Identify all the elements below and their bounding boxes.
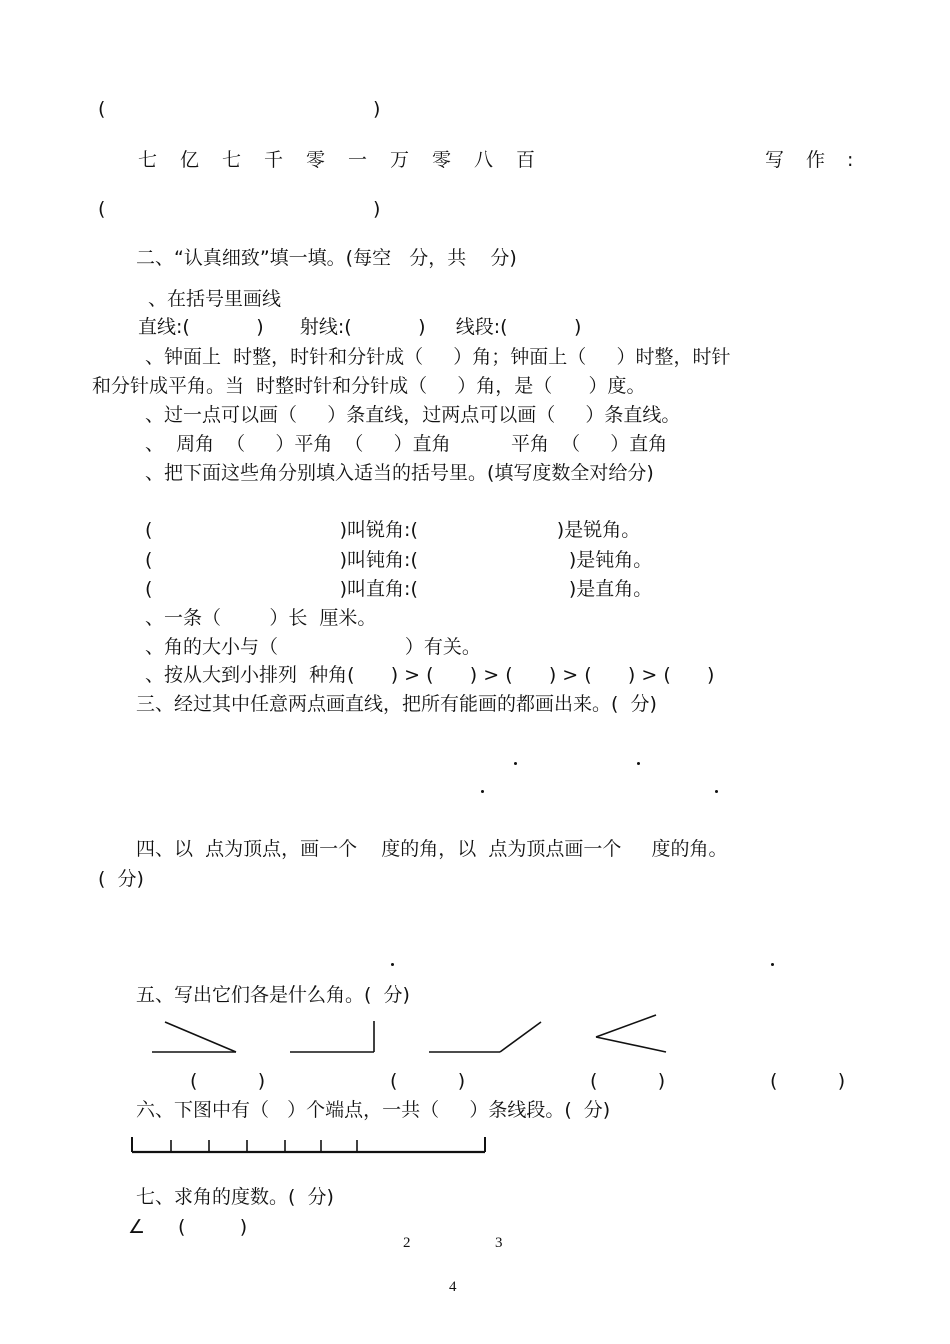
q2-line1: 、钟面上 时整，时针和分针成（ ）角；钟面上（ ）时整，时针: [145, 346, 731, 368]
write-as-2: :: [847, 149, 854, 171]
q7: 、角的大小与（ ）有关。: [145, 636, 481, 658]
paren-open-1: (: [98, 98, 106, 120]
section6-title: 六、下图中有（ ）个端点，一共（ ）条线段。( 分): [136, 1099, 611, 1121]
q8: 、按从大到小排列 种角( ) > ( ) > ( ) > ( ) > ( ): [145, 664, 715, 686]
q4: 、 周角 （ ）平角 （ ）直角 平角 （ ）直角: [145, 433, 668, 455]
obtuse-angle-line: ( )叫钝角:( )是钝角。: [145, 549, 653, 571]
q1-line: 直线:( ) 射线:( ) 线段:( ): [138, 316, 582, 338]
number-word-6: 万: [390, 149, 410, 171]
page-number: 4: [449, 1279, 457, 1295]
angle-answer-paren: ( ): [178, 1216, 248, 1238]
q5: 、把下面这些角分别填入适当的括号里。(填写度数全对给分): [145, 462, 654, 484]
angle-symbol: ∠: [128, 1216, 146, 1238]
number-word-5: 一: [348, 149, 368, 171]
section2-title: 二、“认真细致”填一填。(每空 分，共 分): [136, 247, 517, 269]
section4-line1: 四、以 点为顶点，画一个 度的角，以 点为顶点画一个 度的角。: [136, 838, 728, 860]
paren-close-1: ): [373, 98, 381, 120]
angle-answer-3: ( ): [590, 1070, 666, 1092]
q6: 、一条（ ）长 厘米。: [145, 607, 377, 629]
angle-answer-2: ( ): [390, 1070, 466, 1092]
angle-answer-4: ( ): [770, 1070, 846, 1092]
number-word-2: 七: [222, 149, 242, 171]
number-word-1: 亿: [180, 149, 200, 171]
number-word-8: 八: [474, 149, 494, 171]
label-3: 3: [495, 1235, 503, 1251]
section7-title: 七、求角的度数。( 分): [136, 1186, 334, 1208]
section4-line2: ( 分): [98, 868, 144, 890]
q2-line2: 和分针成平角。当 时整时针和分针成（ ）角，是（ ）度。: [92, 375, 646, 397]
q1-head: 、在括号里画线: [148, 288, 282, 310]
acute-angle-line: ( )叫锐角:( )是锐角。: [145, 519, 641, 541]
write-as-0: 写: [765, 149, 785, 171]
angle-answer-1: ( ): [190, 1070, 266, 1092]
paren-close-2: ): [373, 198, 381, 220]
number-word-7: 零: [432, 149, 452, 171]
number-word-9: 百: [516, 149, 536, 171]
number-word-3: 千: [264, 149, 284, 171]
paren-open-2: (: [98, 198, 106, 220]
section5-title: 五、写出它们各是什么角。( 分): [136, 984, 410, 1006]
label-2: 2: [403, 1235, 411, 1251]
right-angle-line: ( )叫直角:( )是直角。: [145, 578, 653, 600]
q3: 、过一点可以画（ ）条直线，过两点可以画（ ）条直线。: [145, 404, 681, 426]
number-word-0: 七: [138, 149, 158, 171]
section3-title: 三、经过其中任意两点画直线，把所有能画的都画出来。( 分): [136, 693, 657, 715]
number-word-4: 零: [306, 149, 326, 171]
write-as-1: 作: [806, 149, 826, 171]
